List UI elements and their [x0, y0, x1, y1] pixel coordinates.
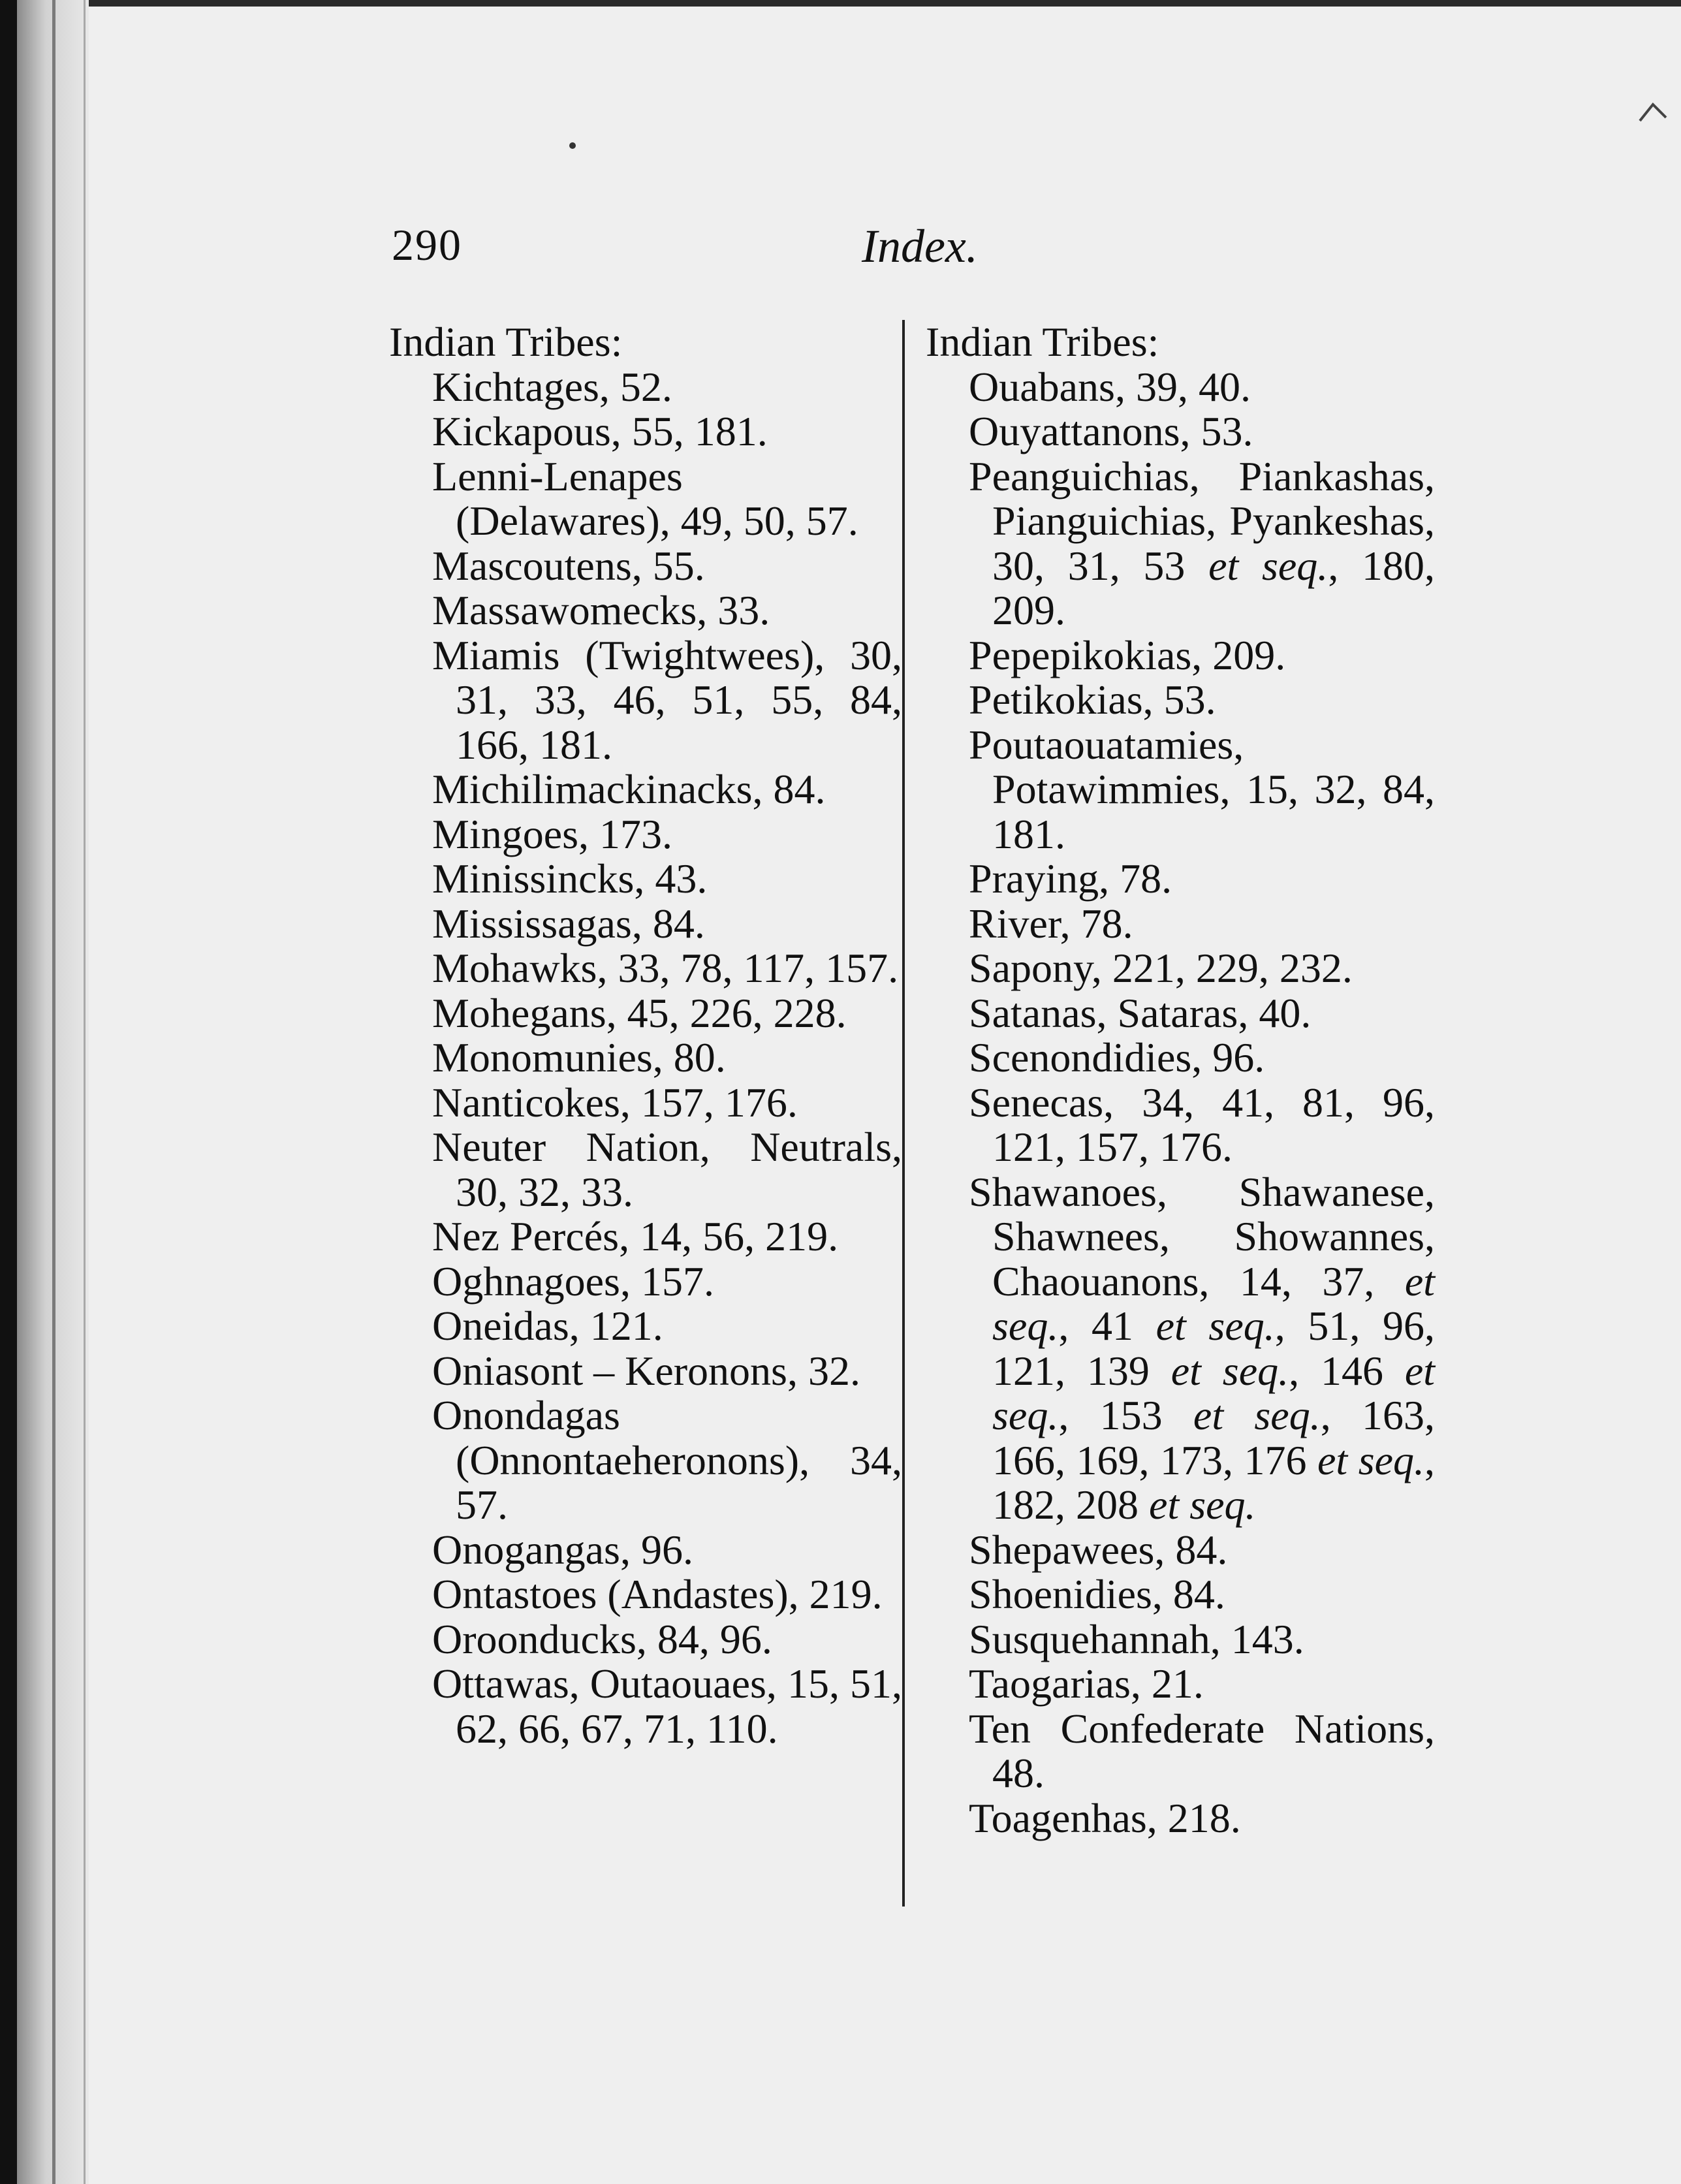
index-entry: Onogangas, 96.: [432, 1526, 693, 1573]
index-entry: Oroonducks, 84, 96.: [432, 1615, 772, 1662]
running-head: Index.: [862, 220, 978, 272]
index-entry: Toagenhas, 218.: [969, 1794, 1241, 1841]
index-entry: Pepepikokias, 209.: [969, 631, 1286, 678]
index-entry: Nez Percés, 14, 56, 219.: [432, 1213, 839, 1259]
top-border: [0, 0, 1681, 7]
index-entry: Mohawks, 33, 78, 117, 157.: [432, 945, 899, 991]
index-entry: Kichtages, 52.: [432, 363, 672, 410]
index-entry: Mingoes, 173.: [432, 810, 672, 857]
index-entry: Taogarias, 21.: [969, 1660, 1204, 1707]
page-edge-line: [52, 0, 55, 2184]
index-entry: Shepawees, 84.: [969, 1526, 1228, 1573]
page-header: [0, 219, 1681, 278]
column-divider: [902, 320, 905, 1907]
index-entry: Susquehannah, 143.: [969, 1615, 1304, 1662]
index-entry: Peanguichias, Piankashas, Pianguichias, Pyankeshas, 30, 31, 53 et seq., 180, 209.: [969, 452, 1436, 633]
binding-edge: [0, 0, 17, 2184]
index-entry: Massawomecks, 33.: [432, 587, 770, 633]
group-title: Indian Tribes:: [389, 319, 623, 365]
index-entry: Minissincks, 43.: [432, 855, 708, 902]
index-column-right: [926, 320, 1435, 1841]
index-entry: Mohegans, 45, 226, 228.: [432, 989, 847, 1036]
index-entry: Lenni-Lenapes (Delawares), 49, 50, 57.: [432, 452, 858, 544]
index-entry: Ouyattanons, 53.: [969, 408, 1253, 454]
index-entry: Praying, 78.: [969, 855, 1172, 902]
index-entry: Miamis (Twightwees), 30, 31, 33, 46, 51, 55, 84, 166, 181.: [432, 631, 902, 768]
index-entry: River, 78.: [969, 900, 1133, 947]
index-entry: Ottawas, Outaouaes, 15, 51, 62, 66, 67, 71, 110.: [432, 1660, 902, 1752]
index-entry: Shoenidies, 84.: [969, 1571, 1225, 1617]
index-entry: Michilimackinacks, 84.: [432, 766, 826, 812]
index-entry: Onondagas (Onnontaeheronons), 34, 57.: [432, 1392, 902, 1528]
index-entry: Sapony, 221, 229, 232.: [969, 945, 1353, 991]
index-entry: Scenondidies, 96.: [969, 1034, 1265, 1081]
page-edge-line: [84, 0, 86, 2184]
index-entry: Ouabans, 39, 40.: [969, 363, 1251, 410]
index-entry: Senecas, 34, 41, 81, 96, 121, 157, 176.: [969, 1079, 1435, 1170]
index-entry: Oghnagoes, 157.: [432, 1258, 714, 1305]
index-entry: Satanas, Sataras, 40.: [969, 989, 1312, 1036]
index-entry: Monomunies, 80.: [432, 1034, 726, 1081]
index-entry: Mascoutens, 55.: [432, 542, 705, 589]
ink-speck: [569, 142, 576, 149]
index-entry: Oniasont – Keronons, 32.: [432, 1347, 860, 1394]
group-title: Indian Tribes:: [926, 319, 1159, 365]
index-entry: Nanticokes, 157, 176.: [432, 1079, 798, 1126]
index-entry: Neuter Nation, Neutrals, 30, 32, 33.: [432, 1124, 902, 1215]
index-entry: Kickapous, 55, 181.: [432, 408, 768, 454]
index-entry: Petikokias, 53.: [969, 676, 1216, 723]
index-entry: Oneidas, 121.: [432, 1303, 663, 1349]
index-entry: Shawanoes, Shawanese, Shawnees, Showannes, Chaouanons, 14, 37, et seq., 41 et seq., 51, 96, 121, 139 et seq., 146 et seq., 153 et seq., 163, 166, 169, 173, 176 et seq., 182, 208 et seq.: [969, 1168, 1436, 1528]
index-entry: Poutaouatamies, Potawimmies, 15, 32, 84, 181.: [969, 721, 1435, 857]
index-entry: Mississagas, 84.: [432, 900, 705, 947]
index-entry: Ten Confederate Nations, 48.: [969, 1705, 1435, 1796]
index-column-left: [389, 320, 902, 1751]
corner-smudge-icon: [1637, 98, 1669, 124]
page-number: 290: [392, 220, 462, 270]
index-entry: Ontastoes (Andastes), 219.: [432, 1571, 883, 1617]
